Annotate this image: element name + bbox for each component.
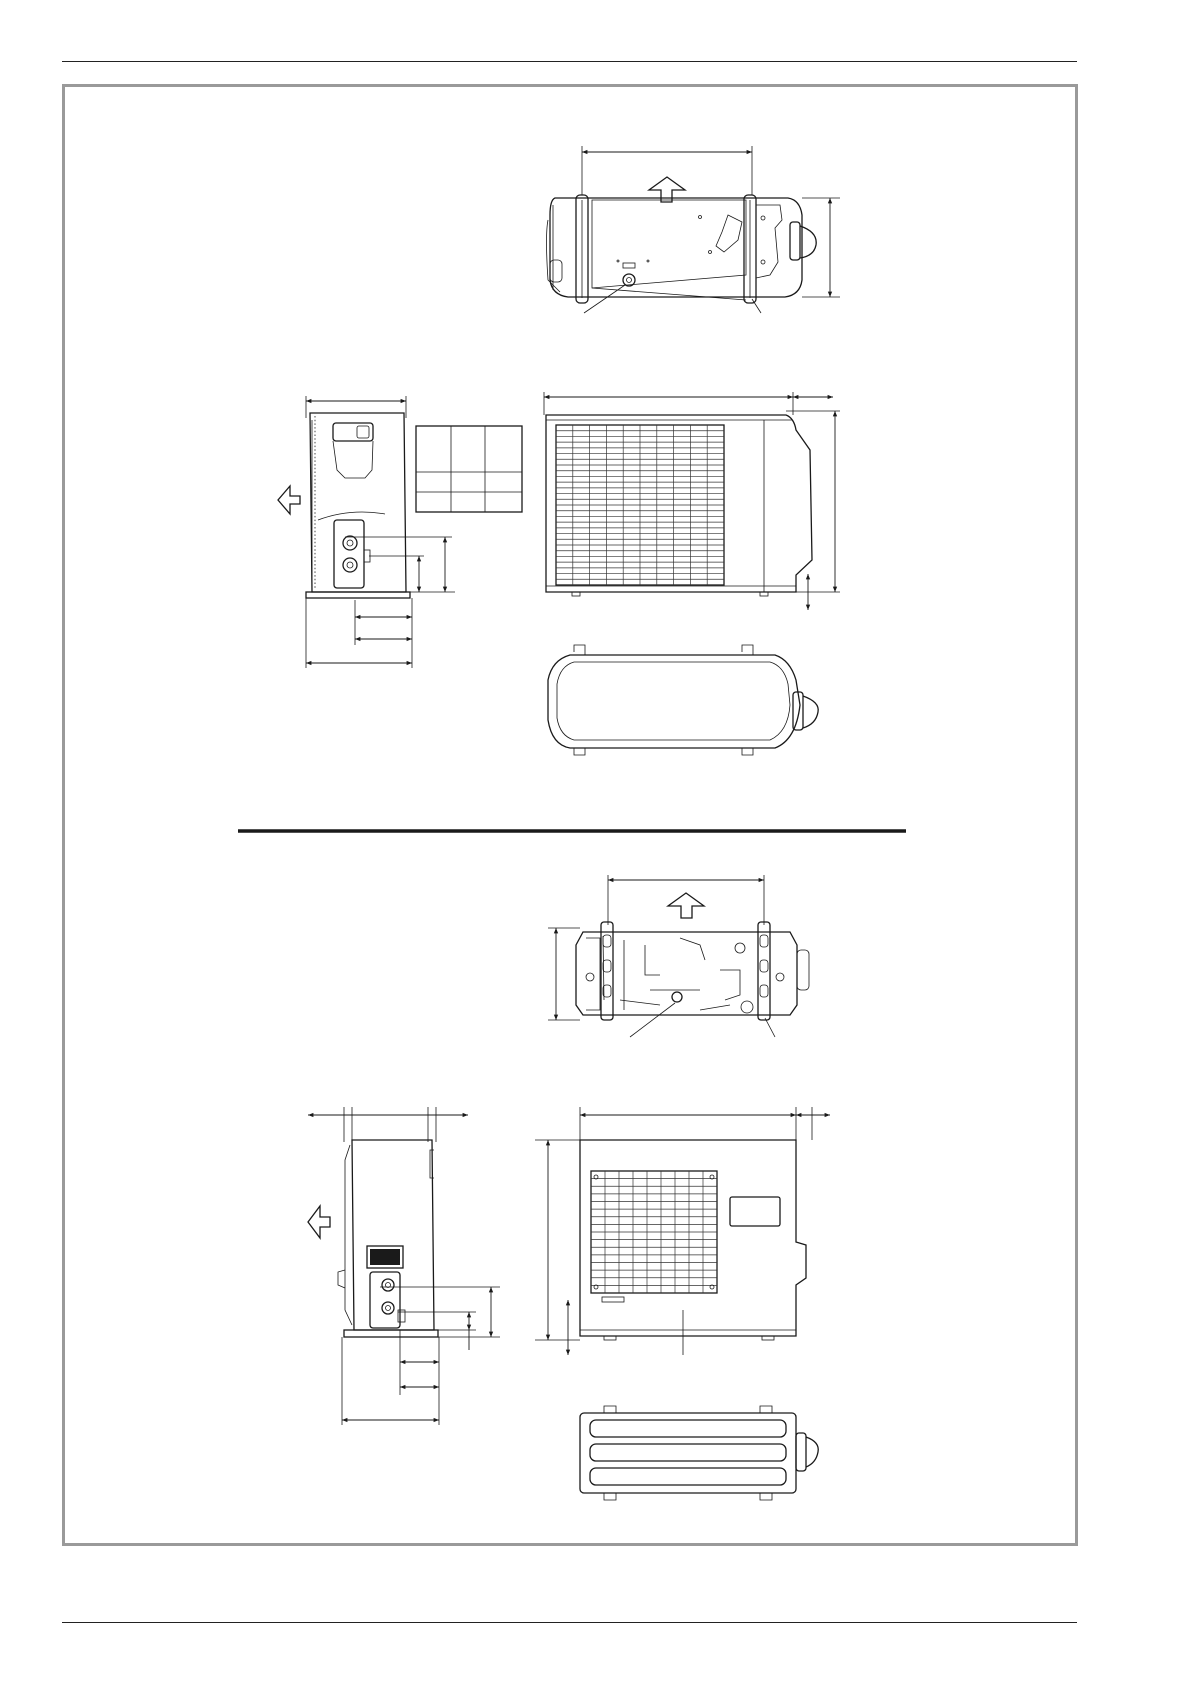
unit-2-top-view [548, 875, 809, 1037]
unit-1-bottom-view [548, 645, 818, 755]
unit-1-side-view [278, 396, 455, 668]
airflow-arrow-icon [308, 1206, 330, 1238]
unit-2-front-view [535, 1107, 830, 1355]
unit-1-table [416, 426, 522, 512]
unit-1-front-view [544, 392, 840, 610]
unit-1-top-view [547, 146, 841, 313]
airflow-arrow-icon [668, 893, 704, 918]
unit-2-side-view [308, 1107, 500, 1425]
airflow-arrow-icon [278, 486, 300, 514]
unit-2-bottom-view [580, 1406, 818, 1500]
